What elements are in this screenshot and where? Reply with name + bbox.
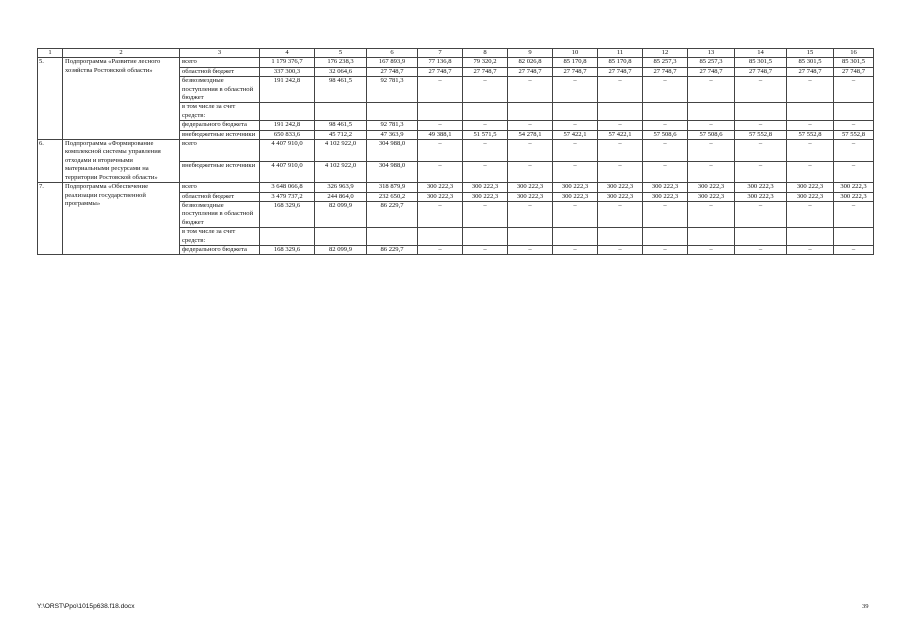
table-row: [38, 183, 874, 192]
amount-cell: [643, 103, 688, 121]
amount-cell: –: [834, 161, 874, 183]
column-number-header: 13: [688, 49, 735, 58]
amount-cell: 3 479 737,2: [260, 192, 315, 201]
amount-cell: –: [787, 161, 834, 183]
amount-cell: –: [787, 245, 834, 254]
amount-cell: 85 257,3: [688, 58, 735, 67]
amount-cell: –: [508, 245, 553, 254]
amount-cell: –: [643, 121, 688, 130]
program-name: Подпрограмма «Обеспечение реализации государственной программы»: [63, 183, 180, 255]
amount-cell: –: [787, 121, 834, 130]
amount-cell: [735, 228, 787, 246]
amount-cell: [834, 103, 874, 121]
amount-cell: 300 222,3: [418, 192, 463, 201]
amount-cell: 176 238,3: [315, 58, 367, 67]
amount-cell: –: [688, 77, 735, 103]
amount-cell: –: [463, 121, 508, 130]
amount-cell: 304 988,0: [367, 161, 418, 183]
amount-cell: 326 963,9: [315, 183, 367, 192]
amount-cell: [418, 228, 463, 246]
amount-cell: 86 229,7: [367, 201, 418, 227]
amount-cell: [260, 103, 315, 121]
amount-cell: 27 748,7: [787, 67, 834, 76]
amount-cell: –: [688, 245, 735, 254]
amount-cell: –: [463, 140, 508, 162]
amount-cell: [367, 103, 418, 121]
amount-cell: 92 781,3: [367, 121, 418, 130]
amount-cell: –: [463, 245, 508, 254]
amount-cell: 168 329,6: [260, 201, 315, 227]
column-number-header: 8: [463, 49, 508, 58]
amount-cell: 27 748,7: [598, 67, 643, 76]
amount-cell: –: [735, 121, 787, 130]
amount-cell: 300 222,3: [834, 183, 874, 192]
amount-cell: 27 748,7: [367, 67, 418, 76]
amount-cell: 300 222,3: [508, 183, 553, 192]
amount-cell: 32 064,6: [315, 67, 367, 76]
column-number-header: 14: [735, 49, 787, 58]
funding-source-label: областной бюджет: [180, 67, 260, 76]
table-row: [38, 58, 874, 67]
amount-cell: [598, 228, 643, 246]
amount-cell: 85 301,5: [735, 58, 787, 67]
amount-cell: 300 222,3: [598, 192, 643, 201]
funding-source-label: всего: [180, 140, 260, 162]
amount-cell: [688, 103, 735, 121]
amount-cell: –: [735, 245, 787, 254]
amount-cell: 300 222,3: [735, 183, 787, 192]
amount-cell: [463, 103, 508, 121]
amount-cell: [553, 103, 598, 121]
funding-source-label: всего: [180, 58, 260, 67]
amount-cell: 300 222,3: [643, 183, 688, 192]
amount-cell: 82 099,9: [315, 245, 367, 254]
amount-cell: –: [834, 245, 874, 254]
column-number-header: 7: [418, 49, 463, 58]
amount-cell: 57 508,6: [688, 130, 735, 139]
amount-cell: –: [598, 245, 643, 254]
amount-cell: 85 301,5: [787, 58, 834, 67]
amount-cell: 4 102 922,0: [315, 140, 367, 162]
amount-cell: –: [598, 121, 643, 130]
amount-cell: 85 170,8: [553, 58, 598, 67]
amount-cell: 300 222,3: [643, 192, 688, 201]
amount-cell: 82 099,9: [315, 201, 367, 227]
amount-cell: [315, 103, 367, 121]
amount-cell: –: [418, 245, 463, 254]
amount-cell: –: [553, 77, 598, 103]
amount-cell: –: [735, 77, 787, 103]
amount-cell: 98 461,5: [315, 77, 367, 103]
amount-cell: –: [735, 140, 787, 162]
amount-cell: 57 552,8: [787, 130, 834, 139]
amount-cell: 82 026,8: [508, 58, 553, 67]
amount-cell: 98 461,5: [315, 121, 367, 130]
amount-cell: –: [688, 161, 735, 183]
amount-cell: 86 229,7: [367, 245, 418, 254]
amount-cell: –: [787, 201, 834, 227]
column-number-header: 10: [553, 49, 598, 58]
amount-cell: 51 571,5: [463, 130, 508, 139]
funding-source-label: федерального бюджета: [180, 121, 260, 130]
amount-cell: 77 136,8: [418, 58, 463, 67]
amount-cell: 4 407 910,0: [260, 140, 315, 162]
header-row: [38, 49, 874, 58]
column-number-header: 16: [834, 49, 874, 58]
amount-cell: –: [688, 201, 735, 227]
column-number-header: 3: [180, 49, 260, 58]
amount-cell: –: [418, 201, 463, 227]
amount-cell: 27 748,7: [735, 67, 787, 76]
amount-cell: 85 257,3: [643, 58, 688, 67]
column-number-header: 15: [787, 49, 834, 58]
amount-cell: –: [834, 121, 874, 130]
amount-cell: 300 222,3: [463, 183, 508, 192]
footer-file-path: Y:\ORST\Ppo\1015p638.f18.docx: [37, 603, 135, 610]
amount-cell: –: [553, 161, 598, 183]
amount-cell: [787, 103, 834, 121]
funding-source-label: безвозмездные поступления в областной бюджет: [180, 77, 260, 103]
amount-cell: 27 748,7: [463, 67, 508, 76]
amount-cell: –: [834, 201, 874, 227]
budget-table: [37, 48, 874, 255]
amount-cell: –: [553, 245, 598, 254]
amount-cell: –: [508, 77, 553, 103]
amount-cell: 232 650,2: [367, 192, 418, 201]
amount-cell: –: [553, 140, 598, 162]
amount-cell: 27 748,7: [643, 67, 688, 76]
program-name: Подпрограмма «Развитие лесного хозяйства Ростовской области»: [63, 58, 180, 140]
amount-cell: –: [553, 121, 598, 130]
amount-cell: 300 222,3: [463, 192, 508, 201]
amount-cell: –: [643, 245, 688, 254]
amount-cell: 300 222,3: [787, 183, 834, 192]
amount-cell: 57 422,1: [553, 130, 598, 139]
column-number-header: 6: [367, 49, 418, 58]
amount-cell: –: [598, 77, 643, 103]
amount-cell: [367, 228, 418, 246]
table-row: [38, 140, 874, 162]
amount-cell: [643, 228, 688, 246]
amount-cell: 27 748,7: [834, 67, 874, 76]
amount-cell: [508, 228, 553, 246]
column-number-header: 1: [38, 49, 63, 58]
amount-cell: 27 748,7: [688, 67, 735, 76]
amount-cell: 45 712,2: [315, 130, 367, 139]
amount-cell: 304 988,0: [367, 140, 418, 162]
amount-cell: [787, 228, 834, 246]
amount-cell: –: [643, 201, 688, 227]
amount-cell: 57 508,6: [643, 130, 688, 139]
amount-cell: –: [787, 77, 834, 103]
amount-cell: 300 222,3: [688, 192, 735, 201]
amount-cell: –: [834, 77, 874, 103]
funding-source-label: в том числе за счет средств:: [180, 228, 260, 246]
amount-cell: [315, 228, 367, 246]
column-number-header: 4: [260, 49, 315, 58]
program-number: 5.: [38, 58, 63, 140]
amount-cell: 337 300,3: [260, 67, 315, 76]
amount-cell: –: [418, 77, 463, 103]
amount-cell: –: [463, 77, 508, 103]
amount-cell: 300 222,3: [834, 192, 874, 201]
amount-cell: –: [418, 121, 463, 130]
amount-cell: –: [735, 161, 787, 183]
amount-cell: 85 301,5: [834, 58, 874, 67]
amount-cell: –: [598, 161, 643, 183]
amount-cell: [735, 103, 787, 121]
page-number: 39: [862, 603, 869, 610]
amount-cell: 57 422,1: [598, 130, 643, 139]
amount-cell: 57 552,8: [735, 130, 787, 139]
column-number-header: 12: [643, 49, 688, 58]
amount-cell: –: [598, 140, 643, 162]
program-number: 7.: [38, 183, 63, 255]
amount-cell: –: [643, 77, 688, 103]
amount-cell: 54 278,1: [508, 130, 553, 139]
column-number-header: 11: [598, 49, 643, 58]
amount-cell: –: [508, 140, 553, 162]
amount-cell: –: [787, 140, 834, 162]
amount-cell: –: [463, 161, 508, 183]
amount-cell: –: [643, 161, 688, 183]
amount-cell: 167 893,9: [367, 58, 418, 67]
amount-cell: –: [463, 201, 508, 227]
amount-cell: 57 552,8: [834, 130, 874, 139]
amount-cell: [508, 103, 553, 121]
program-name: Подпрограмма «Формирование комплексной системы управления отходами и вторичными материальными ресурсами на территории Ростовской области»: [63, 140, 180, 183]
amount-cell: [463, 228, 508, 246]
amount-cell: 300 222,3: [553, 192, 598, 201]
amount-cell: 300 222,3: [553, 183, 598, 192]
amount-cell: 27 748,7: [418, 67, 463, 76]
amount-cell: –: [418, 140, 463, 162]
funding-source-label: всего: [180, 183, 260, 192]
amount-cell: 191 242,8: [260, 77, 315, 103]
amount-cell: –: [688, 140, 735, 162]
amount-cell: 300 222,3: [598, 183, 643, 192]
amount-cell: 4 407 910,0: [260, 161, 315, 183]
funding-source-label: внебюджетные источники: [180, 130, 260, 139]
amount-cell: 27 748,7: [553, 67, 598, 76]
amount-cell: 49 388,1: [418, 130, 463, 139]
amount-cell: 168 329,6: [260, 245, 315, 254]
amount-cell: –: [735, 201, 787, 227]
amount-cell: [553, 228, 598, 246]
amount-cell: 300 222,3: [508, 192, 553, 201]
amount-cell: [834, 228, 874, 246]
amount-cell: 300 222,3: [418, 183, 463, 192]
amount-cell: –: [598, 201, 643, 227]
amount-cell: –: [688, 121, 735, 130]
funding-source-label: внебюджетные источники: [180, 161, 260, 183]
column-number-header: 9: [508, 49, 553, 58]
amount-cell: 650 833,6: [260, 130, 315, 139]
amount-cell: –: [834, 140, 874, 162]
amount-cell: [688, 228, 735, 246]
amount-cell: [418, 103, 463, 121]
funding-source-label: областной бюджет: [180, 192, 260, 201]
amount-cell: –: [508, 161, 553, 183]
amount-cell: 79 320,2: [463, 58, 508, 67]
amount-cell: 191 242,8: [260, 121, 315, 130]
amount-cell: –: [418, 161, 463, 183]
funding-source-label: федерального бюджета: [180, 245, 260, 254]
column-number-header: 5: [315, 49, 367, 58]
amount-cell: [598, 103, 643, 121]
program-number: 6.: [38, 140, 63, 183]
column-number-header: 2: [63, 49, 180, 58]
amount-cell: 27 748,7: [508, 67, 553, 76]
amount-cell: 300 222,3: [735, 192, 787, 201]
amount-cell: 92 781,3: [367, 77, 418, 103]
amount-cell: [260, 228, 315, 246]
amount-cell: 300 222,3: [688, 183, 735, 192]
amount-cell: –: [643, 140, 688, 162]
amount-cell: –: [553, 201, 598, 227]
amount-cell: –: [508, 121, 553, 130]
amount-cell: 318 879,9: [367, 183, 418, 192]
amount-cell: 1 179 376,7: [260, 58, 315, 67]
amount-cell: 47 363,9: [367, 130, 418, 139]
funding-source-label: безвозмездные поступления в областной бюджет: [180, 201, 260, 227]
amount-cell: –: [508, 201, 553, 227]
amount-cell: 244 864,0: [315, 192, 367, 201]
amount-cell: 85 170,8: [598, 58, 643, 67]
amount-cell: 4 102 922,0: [315, 161, 367, 183]
funding-source-label: в том числе за счет средств:: [180, 103, 260, 121]
amount-cell: 3 648 066,8: [260, 183, 315, 192]
amount-cell: 300 222,3: [787, 192, 834, 201]
